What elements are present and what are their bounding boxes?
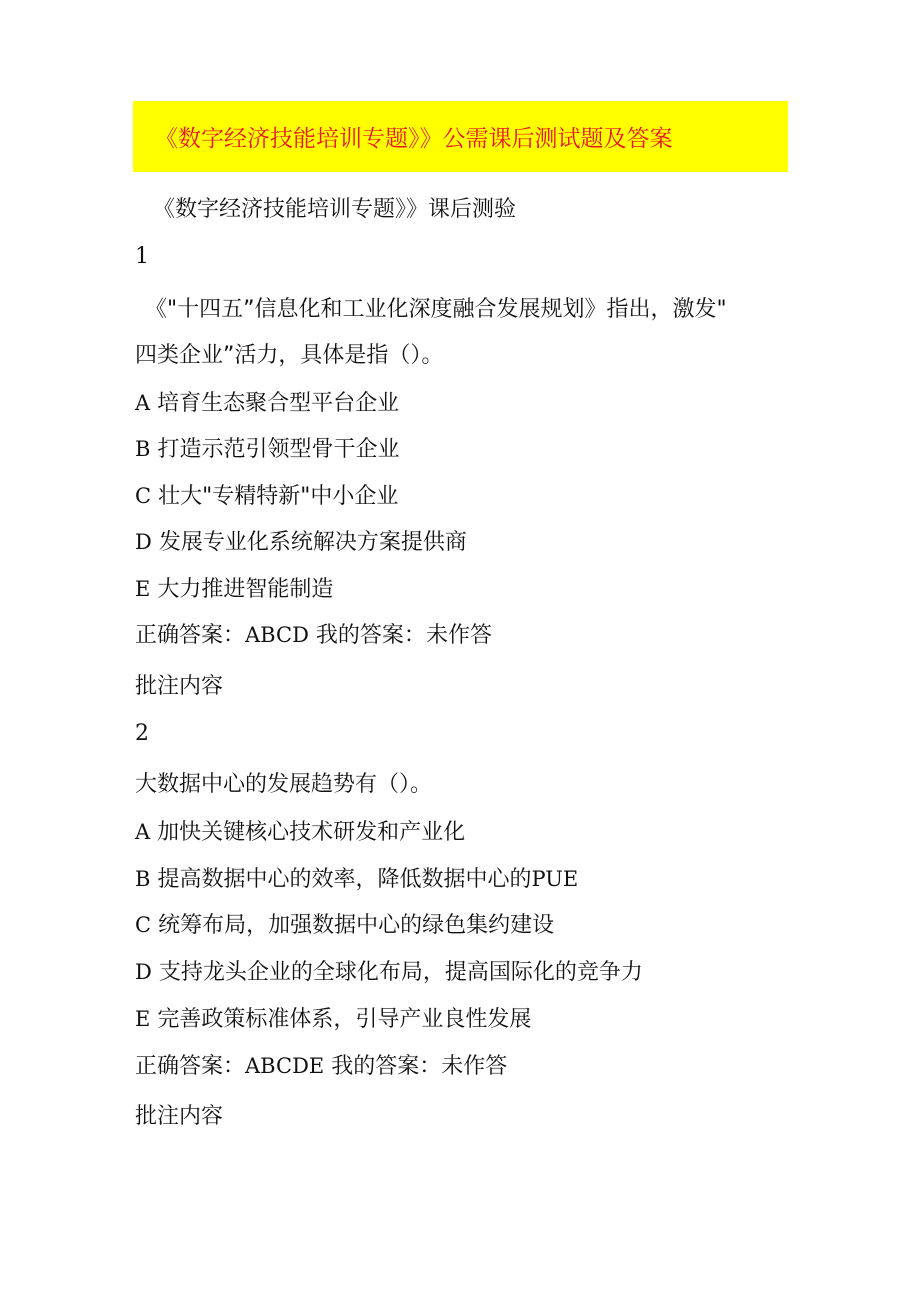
option-letter: D bbox=[135, 960, 152, 984]
option-letter: A bbox=[135, 391, 151, 415]
option-letter: C bbox=[135, 484, 152, 508]
option-letter: D bbox=[135, 530, 152, 554]
option-letter: E bbox=[135, 1007, 151, 1031]
question-number: 2 bbox=[135, 721, 149, 746]
my-answer-value: 未作答 bbox=[441, 1054, 508, 1079]
option-text: 统筹布局，加强数据中心的绿色集约建设 bbox=[158, 913, 555, 938]
option-d bbox=[135, 527, 467, 558]
option-letter: E bbox=[135, 577, 151, 601]
option-e bbox=[135, 574, 333, 605]
option-text: 支持龙头企业的全球化布局，提高国际化的竞争力 bbox=[158, 960, 643, 985]
my-answer-label: 我的答案： bbox=[315, 623, 426, 648]
option-letter: B bbox=[135, 867, 151, 891]
option-text-suffix: PUE bbox=[531, 867, 579, 891]
question-text-line1: 大数据中心的发展趋势有（）。 bbox=[135, 772, 433, 797]
option-b bbox=[135, 864, 578, 895]
document-title: 《数字经济技能培训专题》》公需课后测试题及答案 bbox=[155, 126, 673, 152]
title-banner bbox=[133, 101, 788, 172]
my-answer-label: 我的答案： bbox=[331, 1054, 442, 1079]
option-a bbox=[135, 817, 465, 848]
question-number: 1 bbox=[135, 244, 149, 269]
comment-label: 批注内容 bbox=[135, 674, 224, 699]
correct-answer-value: ABCDE bbox=[245, 1054, 325, 1078]
my-answer-value: 未作答 bbox=[425, 623, 492, 648]
correct-answer-label: 正确答案： bbox=[135, 623, 246, 648]
option-text: 完善政策标准体系，引导产业良性发展 bbox=[157, 1007, 532, 1032]
option-text: 打造示范引领型骨干企业 bbox=[157, 437, 400, 462]
correct-answer-label: 正确答案： bbox=[135, 1054, 246, 1079]
option-d bbox=[135, 957, 643, 988]
option-text: 壮大"专精特新"中小企业 bbox=[158, 484, 399, 509]
question-text-line2: 四类企业”活力，具体是指（）。 bbox=[135, 343, 444, 368]
option-letter: C bbox=[135, 913, 152, 937]
option-e bbox=[135, 1004, 531, 1035]
comment-label: 批注内容 bbox=[135, 1104, 224, 1129]
document-subtitle: 《数字经济技能培训专题》》课后测验 bbox=[153, 197, 517, 222]
option-c bbox=[135, 910, 554, 941]
option-a bbox=[135, 388, 399, 419]
answer-line bbox=[135, 620, 492, 651]
option-text: 发展专业化系统解决方案提供商 bbox=[158, 530, 467, 555]
question-text-line1: 《"十四五”信息化和工业化深度融合发展规划》指出，激发" bbox=[145, 297, 727, 322]
option-letter: B bbox=[135, 437, 151, 461]
option-c bbox=[135, 481, 398, 512]
correct-answer-value: ABCD bbox=[245, 623, 309, 647]
option-text: 培育生态聚合型平台企业 bbox=[157, 391, 400, 416]
option-text: 加快关键核心技术研发和产业化 bbox=[157, 820, 466, 845]
option-b bbox=[135, 434, 399, 465]
option-letter: A bbox=[135, 820, 151, 844]
option-text: 大力推进智能制造 bbox=[157, 577, 334, 602]
option-text: 提高数据中心的效率，降低数据中心的 bbox=[157, 867, 532, 892]
answer-line bbox=[135, 1051, 507, 1082]
